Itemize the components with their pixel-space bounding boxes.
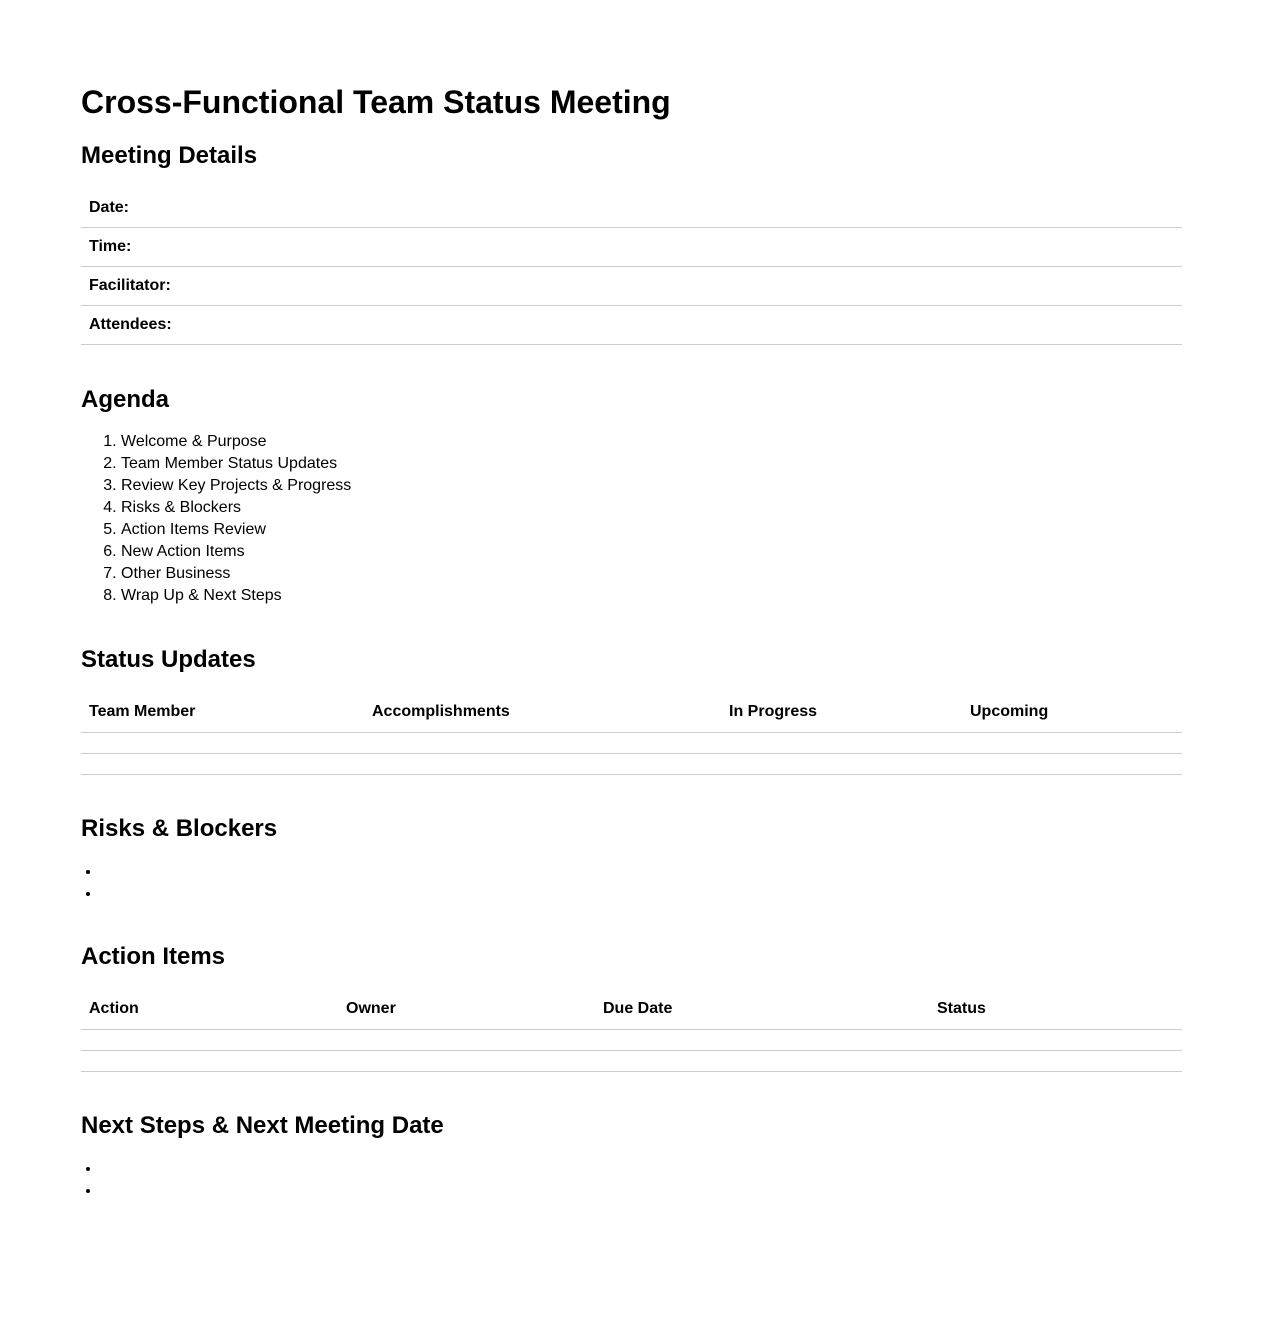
table-cell <box>595 1051 929 1072</box>
table-row <box>81 1030 1182 1051</box>
attendees-label: Attendees: <box>81 306 1182 345</box>
table-cell <box>721 754 962 775</box>
column-header-in-progress: In Progress <box>721 692 962 733</box>
meeting-details-row-attendees <box>81 306 1182 345</box>
agenda-item: 2. Team Member Status Updates <box>121 453 351 475</box>
action-items-heading: Action Items <box>81 943 226 970</box>
agenda-item: 4. Risks & Blockers <box>121 497 351 519</box>
column-header-due-date: Due Date <box>595 989 929 1030</box>
meeting-details-heading: Meeting Details <box>81 142 258 169</box>
table-cell <box>929 1051 1182 1072</box>
facilitator-label: Facilitator: <box>81 267 1182 306</box>
table-cell <box>929 1030 1182 1051</box>
action-items-header-row <box>81 989 1182 1030</box>
table-row <box>81 733 1182 754</box>
table-cell <box>81 1030 338 1051</box>
status-updates-heading: Status Updates <box>81 646 256 673</box>
table-cell <box>962 754 1182 775</box>
column-header-status: Status <box>929 989 1182 1030</box>
agenda-item: 8. Wrap Up & Next Steps <box>121 585 351 607</box>
meeting-details-table <box>81 189 1182 345</box>
table-row <box>81 754 1182 775</box>
agenda-list <box>81 431 351 607</box>
meeting-details-row-facilitator <box>81 267 1182 306</box>
column-header-action: Action <box>81 989 338 1030</box>
column-header-upcoming: Upcoming <box>962 692 1182 733</box>
column-header-team-member: Team Member <box>81 692 364 733</box>
table-cell <box>595 1030 929 1051</box>
agenda-item: 7. Other Business <box>121 563 351 585</box>
agenda-heading: Agenda <box>81 386 170 413</box>
table-cell <box>81 733 364 754</box>
table-cell <box>962 733 1182 754</box>
agenda-item: 6. New Action Items <box>121 541 351 563</box>
status-updates-table <box>81 692 1182 775</box>
table-row <box>81 1051 1182 1072</box>
next-steps-heading: Next Steps & Next Meeting Date <box>81 1112 444 1139</box>
meeting-details-row-date <box>81 189 1182 228</box>
agenda-item: 1. Welcome & Purpose <box>121 431 351 453</box>
date-label: Date: <box>81 189 1182 228</box>
column-header-owner: Owner <box>338 989 595 1030</box>
table-cell <box>364 733 721 754</box>
action-items-table <box>81 989 1182 1072</box>
page-title: Cross-Functional Team Status Meeting <box>81 84 671 120</box>
time-label: Time: <box>81 228 1182 267</box>
status-updates-header-row <box>81 692 1182 733</box>
risks-blockers-heading: Risks & Blockers <box>81 815 278 842</box>
table-cell <box>338 1030 595 1051</box>
agenda-item: 5. Action Items Review <box>121 519 351 541</box>
table-cell <box>338 1051 595 1072</box>
table-cell <box>721 733 962 754</box>
risks-blockers-list <box>81 861 101 905</box>
table-cell <box>364 754 721 775</box>
agenda-item: 3. Review Key Projects & Progress <box>121 475 351 497</box>
table-cell <box>81 754 364 775</box>
next-steps-list <box>81 1158 101 1202</box>
meeting-details-row-time <box>81 228 1182 267</box>
column-header-accomplishments: Accomplishments <box>364 692 721 733</box>
table-cell <box>81 1051 338 1072</box>
